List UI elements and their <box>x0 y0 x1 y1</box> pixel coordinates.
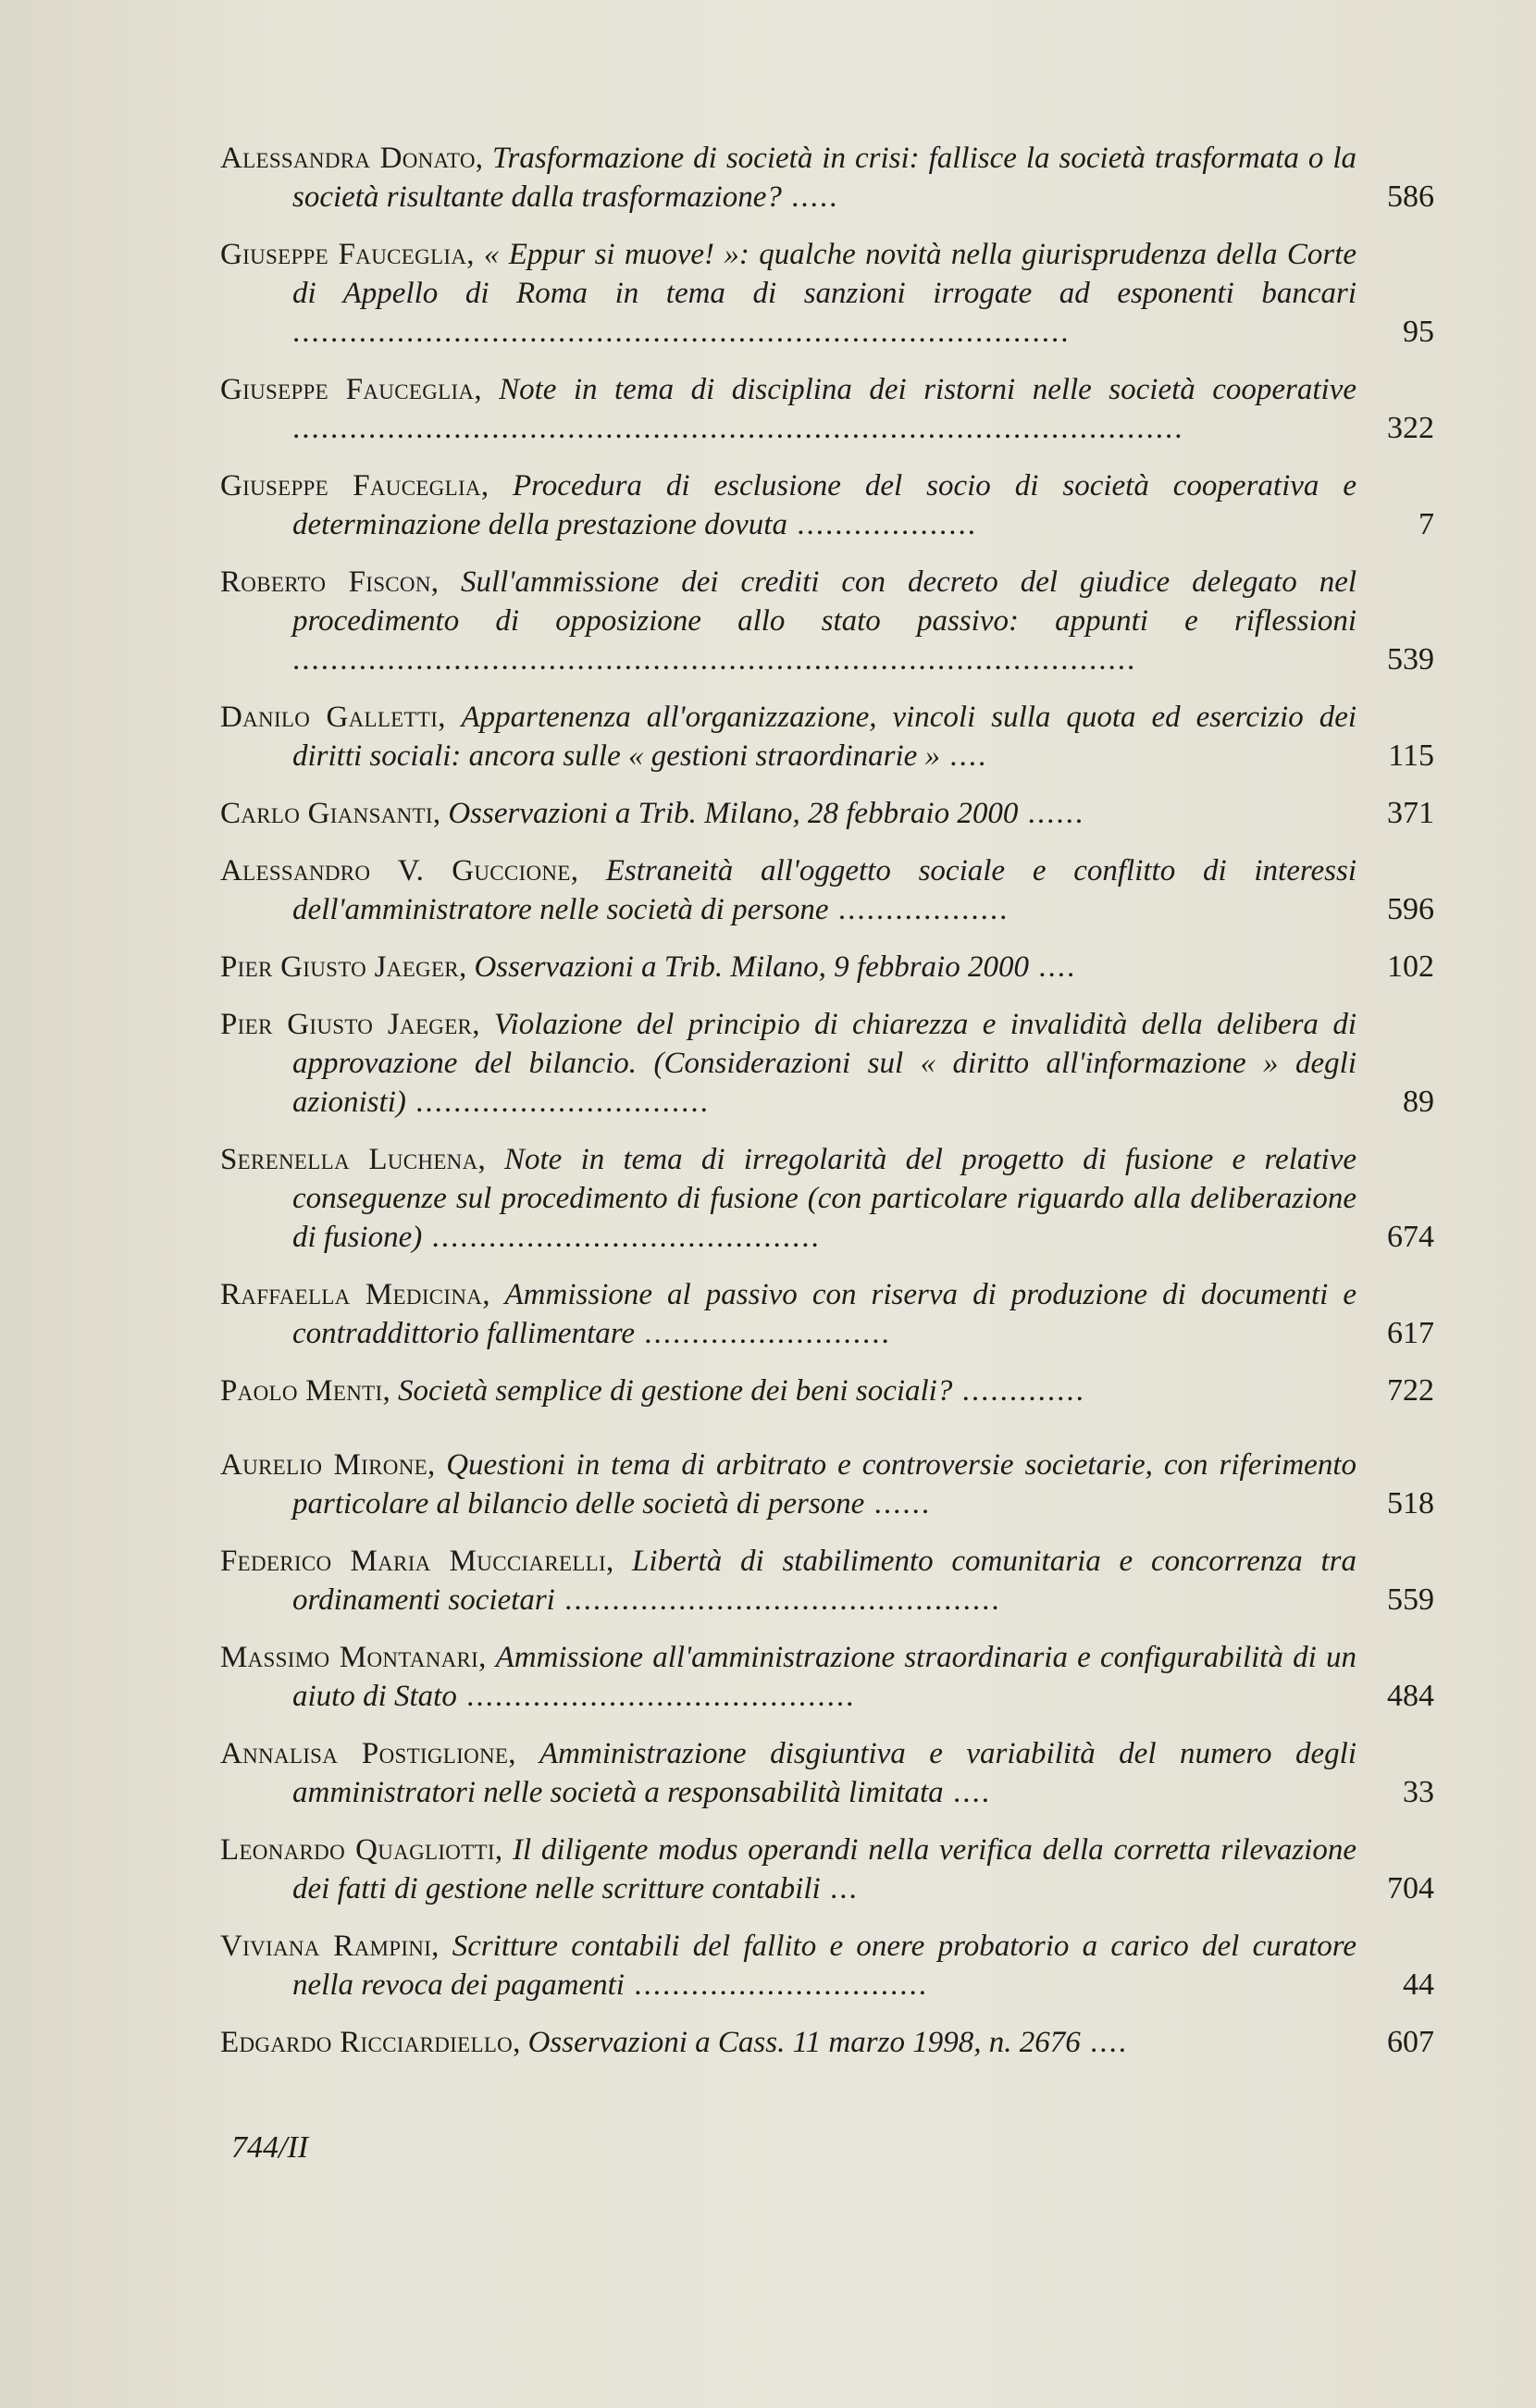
entry-page-number: 33 <box>1403 1775 1434 1809</box>
index-entry: Carlo Giansanti, Osservazioni a Trib. Milano, 28 febbraio 2000 ...... 371 <box>220 794 1434 833</box>
index-entry: Pier Giusto Jaeger, Osservazioni a Trib. Milano, 9 febbraio 2000 .... 102 <box>220 948 1434 987</box>
entry-page-number: 607 <box>1387 2025 1434 2059</box>
entry-title: Ammissione all'amministrazione straordinaria e configurabilità di un aiuto di Stato <box>292 1641 1356 1713</box>
entry-title: Il diligente modus operandi nella verifica della corretta rilevazione dei fatti di gestione nelle scritture contabili <box>292 1833 1357 1905</box>
entry-title: Osservazioni a Cass. 11 marzo 1998, n. 2676 <box>527 2026 1081 2059</box>
dot-leader: .......................... <box>635 1317 891 1350</box>
dot-leader: ......................................... <box>422 1221 821 1254</box>
entry-author: Paolo Menti <box>220 1374 383 1408</box>
entry-page-number: 617 <box>1387 1316 1434 1350</box>
dot-leader: ......................................................................................... <box>292 643 1137 676</box>
dot-leader: .................. <box>828 893 1010 926</box>
entry-author: Giuseppe Fauceglia <box>220 238 467 271</box>
dot-leader: ..... <box>781 180 839 214</box>
entry-page-number: 7 <box>1418 507 1434 541</box>
entry-title: Osservazioni a Trib. Milano, 28 febbraio 2000 <box>448 797 1019 830</box>
entry-title: Sull'ammissione dei crediti con decreto del giudice delegato nel procedimento di opposizione allo stato passivo: appunti e riflessioni <box>292 565 1357 638</box>
entry-title: Estraneità all'oggetto sociale e conflitto di interessi dell'amministratore nelle società di persone <box>292 854 1356 926</box>
index-entry: Viviana Rampini, Scritture contabili del fallito e onere probatorio a carico del curatore nella revoca dei pagamenti ............................... 44 <box>220 1927 1434 2005</box>
dot-leader: ............................... <box>405 1086 710 1119</box>
entry-title: Ammissione al passivo con riserva di produzione di documenti e contraddittorio fallimentare <box>292 1278 1357 1350</box>
dot-leader: ...... <box>1018 797 1085 830</box>
entry-title: Appartenenza all'organizzazione, vincoli sulla quota ed esercizio dei diritti sociali: ancora sulle « gestioni straordinarie » <box>292 701 1357 773</box>
index-entry: Aurelio Mirone, Questioni in tema di arbitrato e controversie societarie, con riferimento particolare al bilancio delle società di persone ...... 518 <box>220 1446 1434 1523</box>
entry-author: Federico Maria Mucciarelli <box>220 1545 606 1578</box>
entry-author: Pier Giusto Jaeger <box>220 950 459 984</box>
dot-leader: ................... <box>787 508 977 541</box>
dot-leader: .............................................. <box>554 1583 1001 1617</box>
entry-page-number: 539 <box>1387 642 1434 676</box>
dot-leader: ......................................... <box>456 1680 856 1713</box>
dot-leader: .... <box>943 1776 991 1809</box>
entry-title: Amministrazione disgiuntiva e variabilità del numero degli amministratori nelle società a responsabilità limitata <box>292 1737 1356 1809</box>
entry-page-number: 322 <box>1387 411 1434 445</box>
entry-title: Note in tema di irregolarità del progetto di fusione e relative conseguenze sul procedimento di fusione (con particolare riguardo alla deliberazione di fusione) <box>292 1143 1357 1254</box>
entry-author: Viviana Rampini <box>220 1930 432 1963</box>
entry-page-number: 559 <box>1387 1583 1434 1617</box>
entry-page-number: 722 <box>1387 1373 1434 1408</box>
author-index <box>220 139 1434 2080</box>
entry-page-number: 596 <box>1387 892 1434 926</box>
entry-author: Massimo Montanari <box>220 1641 479 1674</box>
index-entry: Roberto Fiscon, Sull'ammissione dei crediti con decreto del giudice delegato nel procedimento di opposizione allo stato passivo: appunti e riflessioni ......................................................................................... 539 <box>220 563 1434 679</box>
dot-leader: ...... <box>864 1487 932 1521</box>
entry-title: Questioni in tema di arbitrato e controversie societarie, con riferimento particolare al bilancio delle società di persone <box>292 1448 1356 1521</box>
entry-page-number: 586 <box>1387 180 1434 214</box>
index-entry: Giuseppe Fauceglia, Note in tema di disciplina dei ristorni nelle società cooperative .............................................................................................. 322 <box>220 370 1434 448</box>
entry-page-number: 115 <box>1388 739 1434 773</box>
entry-title: Note in tema di disciplina dei ristorni nelle società cooperative <box>499 373 1357 406</box>
entry-page-number: 44 <box>1403 1967 1434 2002</box>
dot-leader: .... <box>1028 950 1077 984</box>
entry-author: Giuseppe Fauceglia <box>220 469 481 503</box>
entry-title: Società semplice di gestione dei beni sociali? <box>398 1374 953 1408</box>
entry-author: Raffaella Medicina <box>220 1278 483 1311</box>
dot-leader: .................................................................................. <box>292 316 1071 349</box>
entry-title: Procedura di esclusione del socio di società cooperativa e determinazione della prestazione dovuta <box>292 469 1356 541</box>
entry-author: Edgardo Ricciardiello <box>220 2026 514 2059</box>
entry-title: Osservazioni a Trib. Milano, 9 febbraio 2000 <box>474 950 1029 984</box>
entry-author: Carlo Giansanti <box>220 797 433 830</box>
entry-page-number: 102 <box>1387 950 1434 984</box>
entry-author: Annalisa Postiglione <box>220 1737 509 1770</box>
entry-page-number: 371 <box>1387 796 1434 830</box>
entry-title: Trasformazione di società in crisi: fallisce la società trasformata o la società risultante dalla trasformazione? <box>292 142 1357 214</box>
entry-title: Violazione del principio di chiarezza e invalidità della delibera di approvazione del bilancio. (Considerazioni sul « diritto all'informazione » degli azionisti) <box>292 1008 1356 1119</box>
index-entry: Federico Maria Mucciarelli, Libertà di stabilimento comunitaria e concorrenza tra ordinamenti societari .............................................. 559 <box>220 1542 1434 1620</box>
entry-title: Libertà di stabilimento comunitaria e concorrenza tra ordinamenti societari <box>292 1545 1356 1617</box>
index-entry: Alessandro V. Guccione, Estraneità all'oggetto sociale e conflitto di interessi dell'amministratore nelle società di persone .................. 596 <box>220 851 1434 929</box>
entry-page-number: 484 <box>1387 1679 1434 1713</box>
entry-author: Roberto Fiscon <box>220 565 431 599</box>
index-entry: Raffaella Medicina, Ammissione al passivo con riserva di produzione di documenti e contraddittorio fallimentare .......................... 617 <box>220 1275 1434 1353</box>
index-entry: Serenella Luchena, Note in tema di irregolarità del progetto di fusione e relative conseguenze sul procedimento di fusione (con particolare riguardo alla deliberazione di fusione) ......................................... 674 <box>220 1140 1434 1257</box>
entry-author: Serenella Luchena <box>220 1143 478 1176</box>
index-entry: Edgardo Ricciardiello, Osservazioni a Cass. 11 marzo 1998, n. 2676 .... 607 <box>220 2023 1434 2062</box>
entry-author: Alessandro V. Guccione <box>220 854 571 887</box>
entry-author: Danilo Galletti <box>220 701 439 734</box>
entry-author: Aurelio Mirone <box>220 1448 427 1482</box>
index-entry: Pier Giusto Jaeger, Violazione del principio di chiarezza e invalidità della delibera di approvazione del bilancio. (Considerazioni sul « diritto all'informazione » degli azionisti) ............................... 89 <box>220 1005 1434 1122</box>
entry-title: Scritture contabili del fallito e onere probatorio a carico del curatore nella revoca dei pagamenti <box>292 1930 1357 2002</box>
entry-title: « Eppur si muove! »: qualche novità nella giurisprudenza della Corte di Appello di Roma in tema di sanzioni irrogate ad esponenti bancari <box>292 238 1356 310</box>
entry-page-number: 89 <box>1403 1085 1434 1119</box>
page-folio: 744/II <box>231 2130 309 2165</box>
entry-author: Alessandra Donato <box>220 142 476 175</box>
index-entry: Paolo Menti, Società semplice di gestione dei beni sociali? ............. 722 <box>220 1372 1434 1410</box>
index-entry: Danilo Galletti, Appartenenza all'organizzazione, vincoli sulla quota ed esercizio dei diritti sociali: ancora sulle « gestioni straordinarie » .... 115 <box>220 698 1434 776</box>
entry-page-number: 95 <box>1403 315 1434 349</box>
index-entry: Massimo Montanari, Ammissione all'amministrazione straordinaria e configurabilità di un aiuto di Stato ......................................... 484 <box>220 1638 1434 1716</box>
dot-leader: ............. <box>952 1374 1085 1408</box>
entry-page-number: 518 <box>1387 1486 1434 1521</box>
index-entry: Giuseppe Fauceglia, Procedura di esclusione del socio di società cooperativa e determinazione della prestazione dovuta ................... 7 <box>220 466 1434 544</box>
dot-leader: ... <box>820 1872 859 1905</box>
dot-leader: ............................... <box>624 1968 928 2002</box>
index-entry: Leonardo Quagliotti, Il diligente modus operandi nella verifica della corretta rilevazione dei fatti di gestione nelle scritture contabili ... 704 <box>220 1831 1434 1908</box>
entry-page-number: 674 <box>1387 1220 1434 1254</box>
dot-leader: .... <box>1080 2026 1128 2059</box>
dot-leader: .............................................................................................. <box>292 412 1184 445</box>
dot-leader: .... <box>940 739 988 773</box>
entry-page-number: 704 <box>1387 1871 1434 1905</box>
entry-author: Pier Giusto Jaeger <box>220 1008 473 1041</box>
index-entry: Annalisa Postiglione, Amministrazione disgiuntiva e variabilità del numero degli amministratori nelle società a responsabilità limitata .... 33 <box>220 1734 1434 1812</box>
entry-author: Leonardo Quagliotti <box>220 1833 495 1867</box>
entry-author: Giuseppe Fauceglia <box>220 373 475 406</box>
index-entry: Alessandra Donato, Trasformazione di società in crisi: fallisce la società trasformata o la società risultante dalla trasformazione? ..... 586 <box>220 139 1434 217</box>
index-entry: Giuseppe Fauceglia, « Eppur si muove! »: qualche novità nella giurisprudenza della Corte di Appello di Roma in tema di sanzioni irrogate ad esponenti bancari .................................................................................. 95 <box>220 235 1434 352</box>
